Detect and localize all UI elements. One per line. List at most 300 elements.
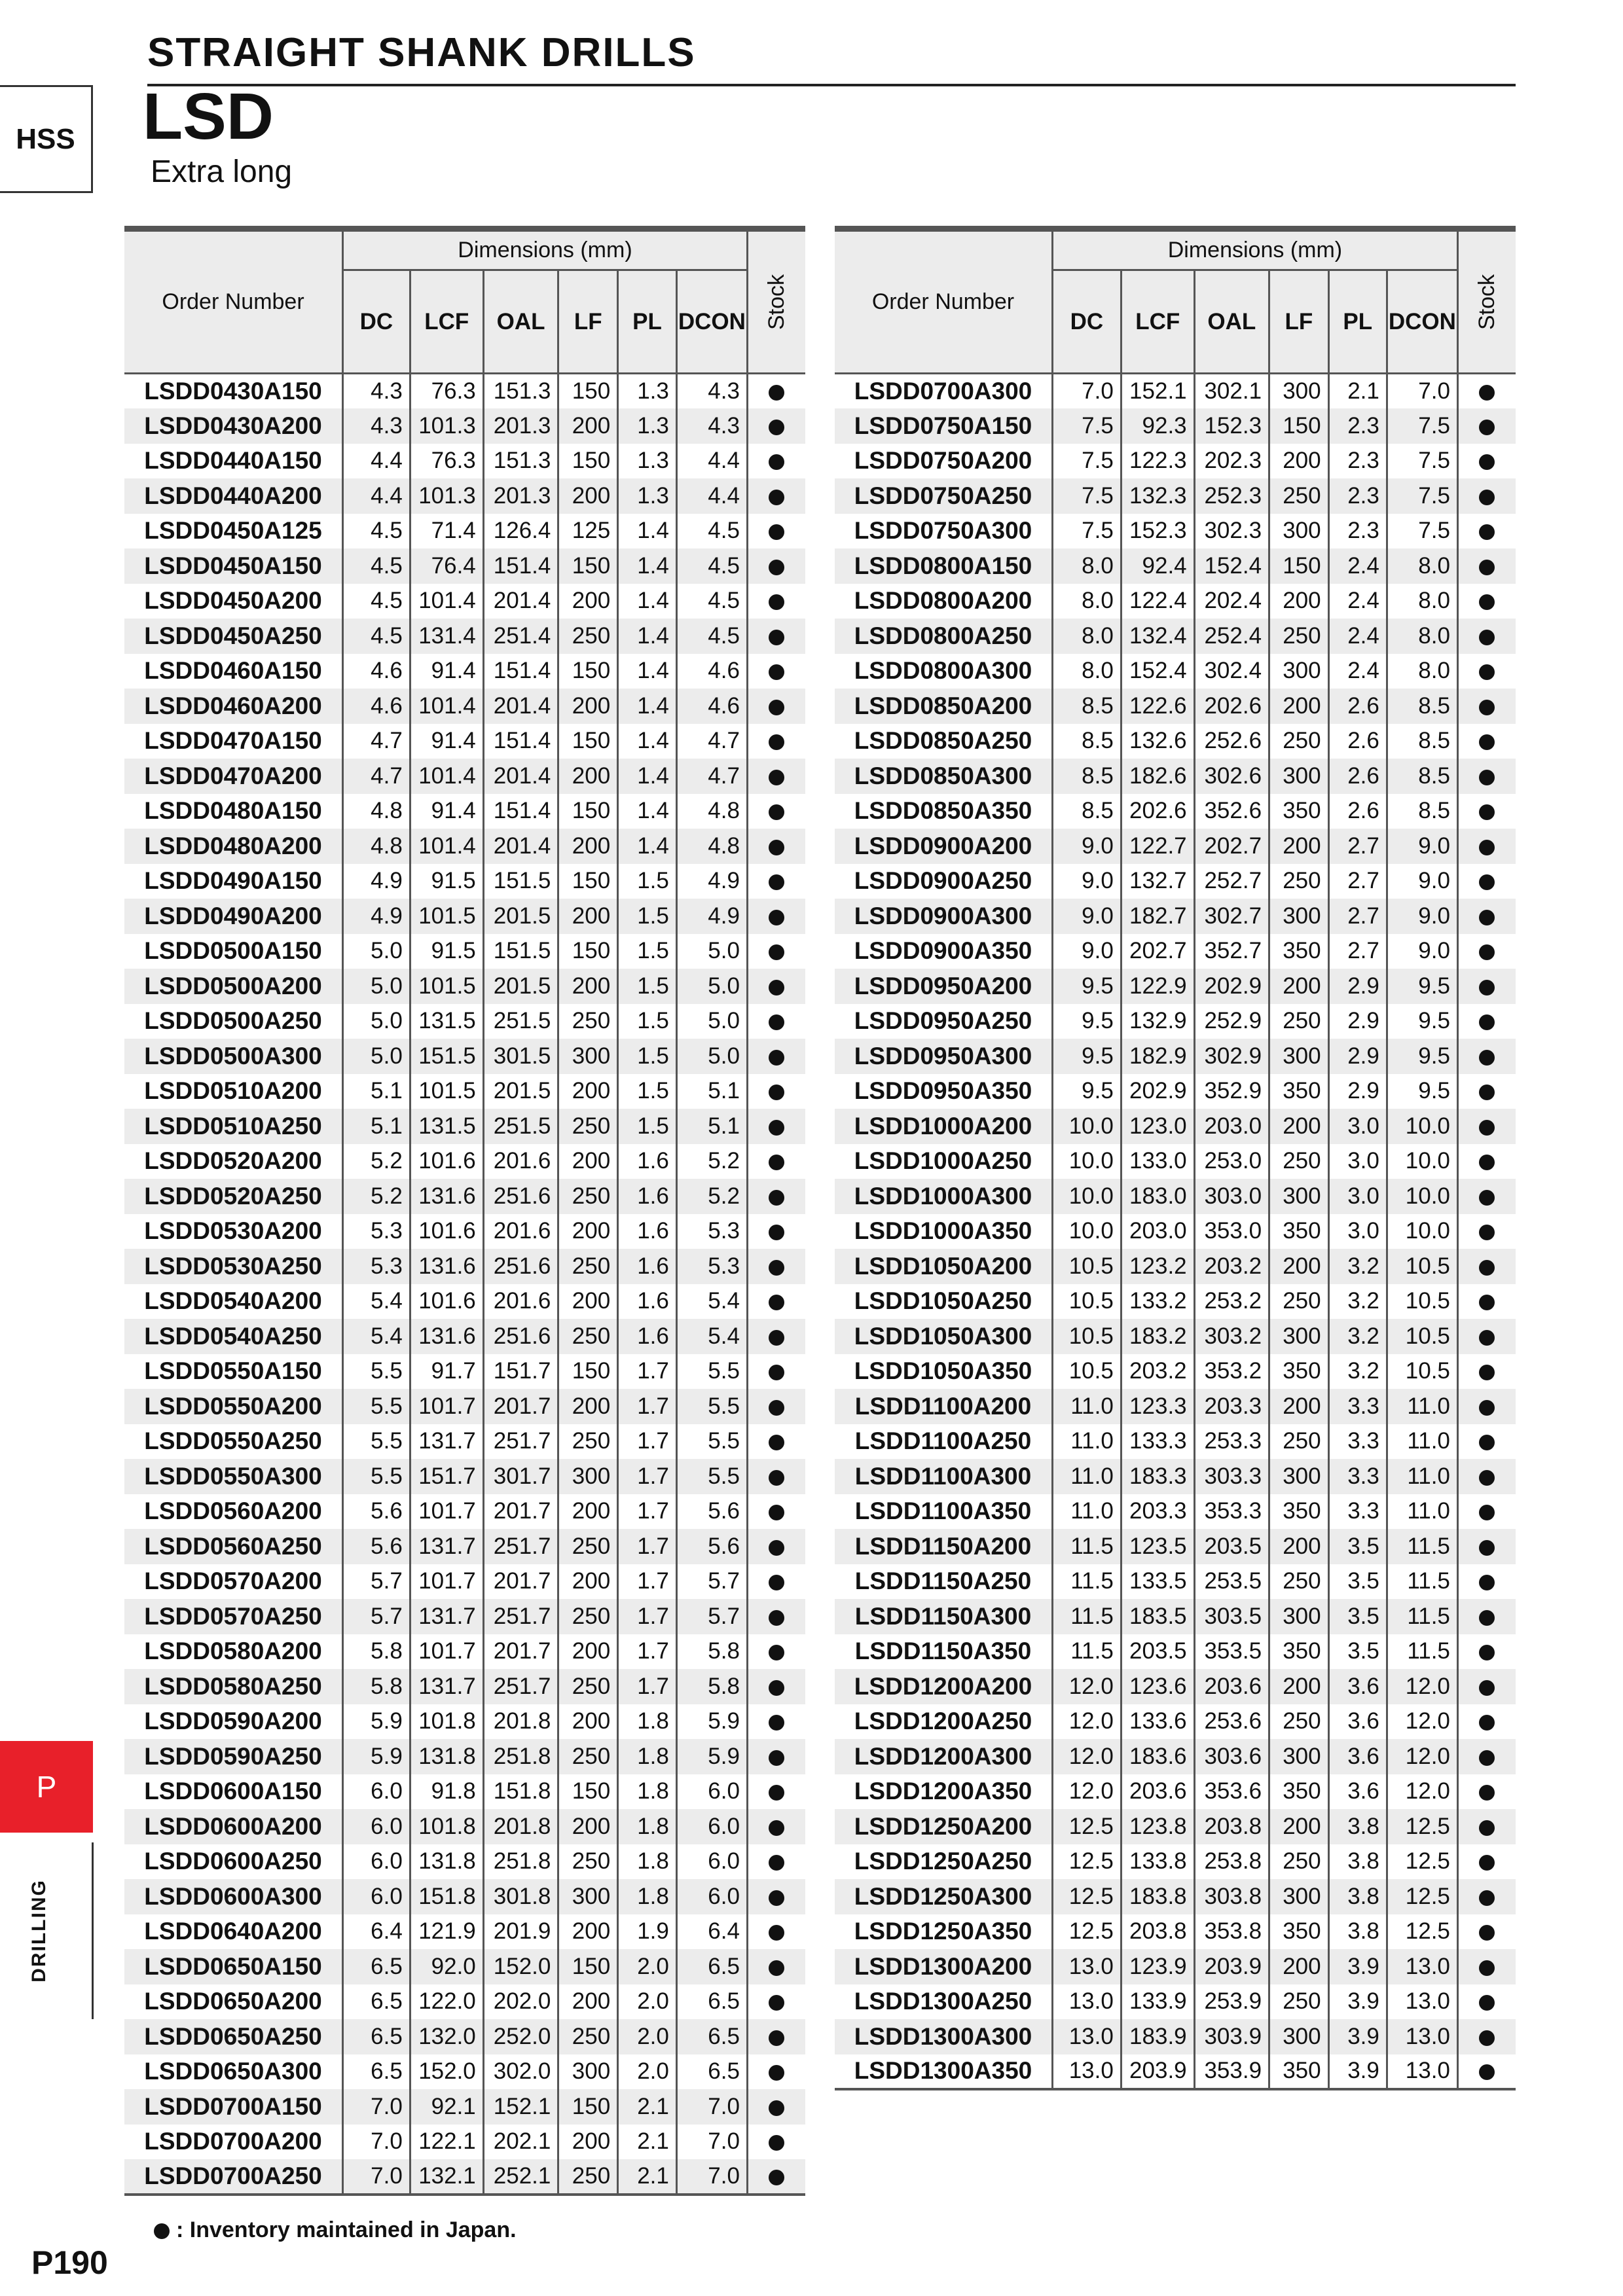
table-row xyxy=(835,864,1516,899)
dimension-cell: 300 xyxy=(1269,374,1329,409)
stock-dot-icon xyxy=(769,2100,784,2116)
order-number-cell: LSDD0490A200 xyxy=(124,899,343,934)
dimension-cell: 131.5 xyxy=(410,1004,483,1039)
dimension-cell: 11.5 xyxy=(1387,1599,1457,1634)
order-number-cell: LSDD0600A150 xyxy=(144,1778,322,1805)
stock-cell xyxy=(747,1739,805,1774)
dimension-cell: 1.9 xyxy=(618,1914,677,1950)
dimension-cell: 4.3 xyxy=(676,374,747,409)
dimension-cell: 5.8 xyxy=(676,1634,747,1670)
dimension-cell: 201.7 xyxy=(483,1634,558,1670)
dimension-cell: 1.4 xyxy=(618,548,677,584)
order-number-cell: LSDD1150A200 xyxy=(835,1529,1052,1564)
dimension-cell: 2.0 xyxy=(618,1984,677,2020)
order-number-cell: LSDD0520A250 xyxy=(124,1179,343,1214)
stock-dot-icon xyxy=(769,1995,784,2011)
stock-cell xyxy=(1457,408,1516,444)
order-number-cell: LSDD0500A250 xyxy=(144,1007,322,1035)
order-number-cell: LSDD1150A350 xyxy=(854,1638,1032,1665)
dimension-cell: 132.4 xyxy=(1121,619,1194,654)
dimension-cell: 202.4 xyxy=(1194,584,1269,619)
dimension-cell: 301.7 xyxy=(483,1459,558,1494)
dimension-cell: 132.7 xyxy=(1121,864,1194,899)
dimension-cell: 152.3 xyxy=(1194,408,1269,444)
dimension-cell: 131.8 xyxy=(410,1844,483,1880)
table-row xyxy=(835,1319,1516,1354)
stock-dot-icon xyxy=(769,1610,784,1626)
dimension-cell: 101.5 xyxy=(410,899,483,934)
dimension-cell: 12.5 xyxy=(1387,1879,1457,1914)
dimension-cell: 1.4 xyxy=(618,619,677,654)
order-number-cell: LSDD0490A150 xyxy=(144,867,322,895)
dimension-cell: 200 xyxy=(1269,444,1329,479)
stock-dot-icon xyxy=(1479,840,1495,855)
dimension-cell: 2.9 xyxy=(1328,1039,1387,1074)
dimension-cell: 6.0 xyxy=(676,1879,747,1914)
order-number-cell: LSDD1000A350 xyxy=(854,1217,1032,1245)
dimension-cell: 1.7 xyxy=(618,1564,677,1600)
dimension-cell: 200 xyxy=(558,1809,618,1844)
dimension-cell: 151.8 xyxy=(483,1774,558,1810)
order-number-cell: LSDD0700A200 xyxy=(144,2128,322,2155)
dimension-cell: 2.7 xyxy=(1328,864,1387,899)
dimension-cell: 152.3 xyxy=(1121,514,1194,549)
col-dcon-header: DCON xyxy=(676,270,747,374)
order-number-cell: LSDD0450A125 xyxy=(144,517,322,545)
dimension-cell: 1.7 xyxy=(618,1529,677,1564)
order-number-cell: LSDD0540A250 xyxy=(124,1319,343,1354)
dimension-cell: 6.5 xyxy=(343,2019,410,2054)
order-number-cell: LSDD0560A250 xyxy=(124,1529,343,1564)
stock-cell xyxy=(747,1529,805,1564)
dimension-cell: 3.5 xyxy=(1328,1529,1387,1564)
stock-cell xyxy=(1457,794,1516,829)
stock-cell xyxy=(1457,1039,1516,1074)
stock-cell xyxy=(747,1599,805,1634)
dimension-cell: 250 xyxy=(1269,619,1329,654)
dimension-cell: 131.4 xyxy=(410,619,483,654)
stock-cell xyxy=(747,1109,805,1144)
order-number-cell: LSDD1200A200 xyxy=(835,1669,1052,1704)
stock-dot-icon xyxy=(1479,2064,1495,2080)
dimension-cell: 201.4 xyxy=(483,689,558,724)
table-row xyxy=(835,1774,1516,1810)
order-number-cell: LSDD0500A150 xyxy=(144,937,322,965)
dimension-cell: 3.9 xyxy=(1328,2019,1387,2054)
stock-cell xyxy=(747,1144,805,1179)
dimension-cell: 300 xyxy=(1269,1459,1329,1494)
order-number-cell: LSDD0580A200 xyxy=(144,1638,322,1665)
stock-dot-icon xyxy=(769,804,784,820)
stock-dot-icon xyxy=(769,454,784,470)
dimension-cell: 5.3 xyxy=(343,1249,410,1284)
dimension-cell: 200 xyxy=(558,584,618,619)
dimension-cell: 2.0 xyxy=(618,1949,677,1984)
stock-cell xyxy=(747,654,805,689)
dimension-cell: 7.5 xyxy=(1052,478,1121,514)
dimension-cell: 200 xyxy=(558,1704,618,1740)
table-row xyxy=(124,1074,805,1109)
order-number-cell: LSDD0570A250 xyxy=(124,1599,343,1634)
dimension-cell: 123.2 xyxy=(1121,1249,1194,1284)
dimension-cell: 12.0 xyxy=(1387,1774,1457,1810)
dimension-cell: 253.0 xyxy=(1194,1144,1269,1179)
dimension-cell: 132.3 xyxy=(1121,478,1194,514)
dimension-cell: 5.1 xyxy=(676,1109,747,1144)
table-row xyxy=(124,374,805,409)
dimension-cell: 350 xyxy=(1269,794,1329,829)
stock-cell xyxy=(1457,2054,1516,2090)
dimension-cell: 91.5 xyxy=(410,934,483,969)
order-number-header: Order Number xyxy=(124,229,343,374)
dimension-cell: 1.3 xyxy=(618,408,677,444)
stock-dot-icon xyxy=(769,910,784,925)
dimension-cell: 350 xyxy=(1269,1914,1329,1950)
dimension-cell: 2.9 xyxy=(1328,1074,1387,1109)
table-row xyxy=(124,724,805,759)
dimension-cell: 101.7 xyxy=(410,1389,483,1424)
order-number-cell: LSDD0650A200 xyxy=(144,1988,322,2015)
order-number-cell: LSDD0850A350 xyxy=(854,797,1032,825)
dimension-cell: 151.4 xyxy=(483,654,558,689)
stock-cell xyxy=(747,1389,805,1424)
dimension-cell: 152.4 xyxy=(1194,548,1269,584)
dimensions-header: Dimensions (mm) xyxy=(1052,229,1457,270)
table-row xyxy=(124,548,805,584)
dimension-cell: 302.9 xyxy=(1194,1039,1269,1074)
dimension-cell: 122.1 xyxy=(410,2125,483,2160)
stock-cell xyxy=(1457,1739,1516,1774)
dimension-cell: 300 xyxy=(558,1039,618,1074)
dimension-cell: 1.4 xyxy=(618,724,677,759)
table-row xyxy=(124,1529,805,1564)
dimension-cell: 251.6 xyxy=(483,1319,558,1354)
stock-cell xyxy=(1457,1809,1516,1844)
dimension-cell: 1.7 xyxy=(618,1424,677,1460)
dimension-cell: 122.6 xyxy=(1121,689,1194,724)
dimension-cell: 1.6 xyxy=(618,1284,677,1319)
dimension-cell: 6.5 xyxy=(676,2054,747,2090)
dimension-cell: 5.3 xyxy=(676,1249,747,1284)
stock-dot-icon xyxy=(1479,490,1495,505)
dimension-cell: 302.0 xyxy=(483,2054,558,2090)
stock-dot-icon xyxy=(769,1820,784,1836)
dimension-cell: 1.6 xyxy=(618,1214,677,1249)
dimension-cell: 7.0 xyxy=(676,2159,747,2195)
table-row xyxy=(124,2125,805,2160)
dimension-cell: 7.0 xyxy=(676,2089,747,2125)
dimension-cell: 9.5 xyxy=(1387,1039,1457,1074)
stock-dot-icon xyxy=(1479,1225,1495,1240)
dimension-cell: 101.7 xyxy=(410,1494,483,1530)
dimension-cell: 300 xyxy=(1269,1739,1329,1774)
stock-dot-icon xyxy=(1479,1400,1495,1416)
stock-cell xyxy=(1457,724,1516,759)
order-number-cell: LSDD1000A250 xyxy=(854,1147,1032,1175)
dimension-cell: 201.7 xyxy=(483,1564,558,1600)
dimension-cell: 4.7 xyxy=(676,724,747,759)
table-row xyxy=(835,1179,1516,1214)
dimension-cell: 203.2 xyxy=(1194,1249,1269,1284)
dimension-cell: 6.5 xyxy=(676,1984,747,2020)
dimension-cell: 250 xyxy=(558,2159,618,2195)
dimension-cell: 9.5 xyxy=(1052,969,1121,1004)
dimension-cell: 252.6 xyxy=(1194,724,1269,759)
table-row xyxy=(835,1914,1516,1950)
table-row xyxy=(835,1564,1516,1600)
order-number-cell: LSDD1050A250 xyxy=(854,1287,1032,1315)
dimension-cell: 5.5 xyxy=(343,1354,410,1390)
dimension-cell: 6.5 xyxy=(343,1984,410,2020)
table-row xyxy=(124,2054,805,2090)
stock-dot-icon xyxy=(1479,874,1495,890)
stock-dot-icon xyxy=(769,385,784,401)
table-row xyxy=(835,1109,1516,1144)
dimension-cell: 203.5 xyxy=(1194,1529,1269,1564)
dimension-cell: 101.6 xyxy=(410,1144,483,1179)
order-number-cell: LSDD1050A350 xyxy=(854,1357,1032,1385)
dimension-cell: 202.9 xyxy=(1121,1074,1194,1109)
dimension-cell: 11.5 xyxy=(1052,1599,1121,1634)
dimension-cell: 3.3 xyxy=(1328,1459,1387,1494)
dimension-cell: 5.7 xyxy=(343,1564,410,1600)
stock-dot-icon xyxy=(1479,1960,1495,1976)
dimension-cell: 12.0 xyxy=(1387,1704,1457,1740)
dimension-cell: 2.4 xyxy=(1328,548,1387,584)
dimension-cell: 2.1 xyxy=(618,2089,677,2125)
section-tab-p: P xyxy=(0,1741,93,1833)
dimension-cell: 131.6 xyxy=(410,1249,483,1284)
dimension-cell: 8.0 xyxy=(1387,548,1457,584)
dimension-cell: 4.4 xyxy=(676,444,747,479)
order-number-cell: LSDD0950A250 xyxy=(854,1007,1032,1035)
order-number-cell: LSDD0750A250 xyxy=(835,478,1052,514)
dimension-cell: 8.0 xyxy=(1387,584,1457,619)
stock-cell xyxy=(747,1844,805,1880)
table-row xyxy=(835,1144,1516,1179)
table-row xyxy=(124,514,805,549)
dimension-cell: 203.0 xyxy=(1121,1214,1194,1249)
dimension-cell: 8.0 xyxy=(1052,548,1121,584)
dimension-cell: 202.7 xyxy=(1194,829,1269,864)
dimension-cell: 250 xyxy=(558,619,618,654)
dimension-cell: 150 xyxy=(558,724,618,759)
dimension-cell: 253.8 xyxy=(1194,1844,1269,1880)
dimension-cell: 7.5 xyxy=(1387,444,1457,479)
dimension-cell: 353.9 xyxy=(1194,2054,1269,2090)
dimension-cell: 131.7 xyxy=(410,1529,483,1564)
dimension-cell: 252.7 xyxy=(1194,864,1269,899)
col-pl-header: PL xyxy=(1328,270,1387,374)
dimension-cell: 132.0 xyxy=(410,2019,483,2054)
dimension-cell: 201.8 xyxy=(483,1704,558,1740)
dimension-cell: 5.3 xyxy=(343,1214,410,1249)
dimension-cell: 4.5 xyxy=(676,548,747,584)
dimension-cell: 101.3 xyxy=(410,478,483,514)
dimension-cell: 5.4 xyxy=(676,1319,747,1354)
stock-cell xyxy=(747,829,805,864)
dimension-cell: 101.7 xyxy=(410,1564,483,1600)
dimension-cell: 11.5 xyxy=(1387,1564,1457,1600)
table-row xyxy=(835,2019,1516,2054)
order-number-cell: LSDD0580A250 xyxy=(124,1669,343,1704)
order-number-cell: LSDD0900A350 xyxy=(854,937,1032,965)
stock-dot-icon xyxy=(769,1540,784,1556)
dimension-cell: 250 xyxy=(558,1529,618,1564)
dimension-cell: 250 xyxy=(1269,1144,1329,1179)
dimension-cell: 250 xyxy=(1269,1704,1329,1740)
dimension-cell: 201.5 xyxy=(483,1074,558,1109)
dimension-cell: 122.9 xyxy=(1121,969,1194,1004)
stock-dot-icon xyxy=(769,700,784,715)
stock-dot-icon xyxy=(769,420,784,435)
order-number-cell: LSDD1250A300 xyxy=(835,1879,1052,1914)
dimension-cell: 1.5 xyxy=(618,899,677,934)
dimension-cell: 131.5 xyxy=(410,1109,483,1144)
dimension-cell: 303.9 xyxy=(1194,2019,1269,2054)
dimension-cell: 4.5 xyxy=(676,584,747,619)
dimension-cell: 2.1 xyxy=(618,2125,677,2160)
dimension-cell: 5.5 xyxy=(676,1354,747,1390)
spec-table-right xyxy=(835,226,1516,2090)
dimension-cell: 250 xyxy=(1269,1984,1329,2020)
stock-dot-icon xyxy=(769,944,784,960)
stock-cell xyxy=(1457,619,1516,654)
dimension-cell: 3.0 xyxy=(1328,1179,1387,1214)
stock-dot-icon xyxy=(1479,2030,1495,2046)
order-number-cell: LSDD0530A250 xyxy=(124,1249,343,1284)
order-number-cell: LSDD1300A350 xyxy=(854,2057,1032,2085)
order-number-cell: LSDD1300A250 xyxy=(854,1988,1032,2015)
table-row xyxy=(124,1284,805,1319)
dimension-cell: 152.1 xyxy=(1121,374,1194,409)
dimension-cell: 252.1 xyxy=(483,2159,558,2195)
table-row xyxy=(835,1039,1516,1074)
dimension-cell: 5.9 xyxy=(343,1704,410,1740)
stock-cell xyxy=(1457,1179,1516,1214)
stock-cell xyxy=(747,514,805,549)
dimension-cell: 5.6 xyxy=(676,1529,747,1564)
dimension-cell: 352.9 xyxy=(1194,1074,1269,1109)
dimension-cell: 101.8 xyxy=(410,1704,483,1740)
dimension-cell: 8.5 xyxy=(1387,759,1457,794)
stock-dot-icon xyxy=(1479,454,1495,470)
table-row xyxy=(124,2019,805,2054)
dimension-cell: 201.7 xyxy=(483,1494,558,1530)
table-row xyxy=(835,899,1516,934)
table-row xyxy=(835,1949,1516,1984)
dimension-cell: 13.0 xyxy=(1387,2019,1457,2054)
dimension-cell: 202.6 xyxy=(1194,689,1269,724)
dimension-cell: 10.0 xyxy=(1052,1214,1121,1249)
table-row xyxy=(835,1984,1516,2020)
dimension-cell: 302.4 xyxy=(1194,654,1269,689)
dimension-cell: 3.2 xyxy=(1328,1319,1387,1354)
stock-cell xyxy=(1457,2019,1516,2054)
dimension-cell: 9.0 xyxy=(1387,899,1457,934)
dimension-cell: 4.7 xyxy=(343,759,410,794)
dimension-cell: 300 xyxy=(558,1879,618,1914)
dimension-cell: 101.6 xyxy=(410,1284,483,1319)
dimension-cell: 101.4 xyxy=(410,689,483,724)
dimension-cell: 9.5 xyxy=(1387,1074,1457,1109)
dimension-cell: 2.3 xyxy=(1328,444,1387,479)
dimension-cell: 5.4 xyxy=(343,1284,410,1319)
order-number-cell: LSDD1200A250 xyxy=(854,1708,1032,1735)
dimension-cell: 123.9 xyxy=(1121,1949,1194,1984)
stock-dot-icon xyxy=(1479,1260,1495,1276)
dimension-cell: 125 xyxy=(558,514,618,549)
dimension-cell: 182.6 xyxy=(1121,759,1194,794)
dimension-cell: 251.4 xyxy=(483,619,558,654)
dimension-cell: 252.0 xyxy=(483,2019,558,2054)
dimension-cell: 76.4 xyxy=(410,548,483,584)
dimension-cell: 1.7 xyxy=(618,1599,677,1634)
stock-dot-icon xyxy=(769,1435,784,1450)
table-row xyxy=(835,1739,1516,1774)
dimension-cell: 200 xyxy=(1269,1809,1329,1844)
dimensions-header: Dimensions (mm) xyxy=(343,229,748,270)
table-row xyxy=(835,1214,1516,1249)
dimension-cell: 1.4 xyxy=(618,759,677,794)
dimension-cell: 3.2 xyxy=(1328,1354,1387,1390)
dimension-cell: 353.0 xyxy=(1194,1214,1269,1249)
stock-cell xyxy=(1457,1319,1516,1354)
dimension-cell: 200 xyxy=(558,408,618,444)
dimension-cell: 1.3 xyxy=(618,478,677,514)
dimension-cell: 12.5 xyxy=(1052,1879,1121,1914)
dimension-cell: 201.4 xyxy=(483,584,558,619)
dimension-cell: 91.7 xyxy=(410,1354,483,1390)
dimension-cell: 131.6 xyxy=(410,1319,483,1354)
dimension-cell: 2.9 xyxy=(1328,969,1387,1004)
dimension-cell: 12.5 xyxy=(1052,1914,1121,1950)
order-number-cell: LSDD1000A300 xyxy=(835,1179,1052,1214)
dimension-cell: 101.5 xyxy=(410,1074,483,1109)
order-number-cell: LSDD0950A300 xyxy=(835,1039,1052,1074)
stock-cell xyxy=(747,794,805,829)
dimension-cell: 300 xyxy=(1269,1179,1329,1214)
dimension-cell: 8.5 xyxy=(1387,794,1457,829)
stock-dot-icon xyxy=(769,1155,784,1170)
stock-dot-icon xyxy=(769,490,784,505)
dimension-cell: 3.0 xyxy=(1328,1144,1387,1179)
stock-dot-icon xyxy=(769,1225,784,1240)
dimension-cell: 9.5 xyxy=(1052,1074,1121,1109)
table-row xyxy=(124,1214,805,1249)
dimension-cell: 5.1 xyxy=(676,1074,747,1109)
dimension-cell: 200 xyxy=(558,1984,618,2020)
dimension-cell: 2.0 xyxy=(618,2054,677,2090)
dimension-cell: 2.6 xyxy=(1328,724,1387,759)
dimension-cell: 2.7 xyxy=(1328,934,1387,969)
dimension-cell: 200 xyxy=(558,1284,618,1319)
table-row xyxy=(835,1809,1516,1844)
dimension-cell: 133.0 xyxy=(1121,1144,1194,1179)
dimension-cell: 253.5 xyxy=(1194,1564,1269,1600)
dimension-cell: 150 xyxy=(558,1774,618,1810)
dimension-cell: 1.8 xyxy=(618,1774,677,1810)
dimension-cell: 122.3 xyxy=(1121,444,1194,479)
order-number-cell: LSDD0590A250 xyxy=(124,1739,343,1774)
dimension-cell: 3.9 xyxy=(1328,1949,1387,1984)
stock-dot-icon xyxy=(1479,1435,1495,1450)
table-row xyxy=(835,1494,1516,1530)
table-row xyxy=(124,1494,805,1530)
stock-cell xyxy=(1457,1949,1516,1984)
dimension-cell: 151.5 xyxy=(483,864,558,899)
dimension-cell: 150 xyxy=(558,548,618,584)
